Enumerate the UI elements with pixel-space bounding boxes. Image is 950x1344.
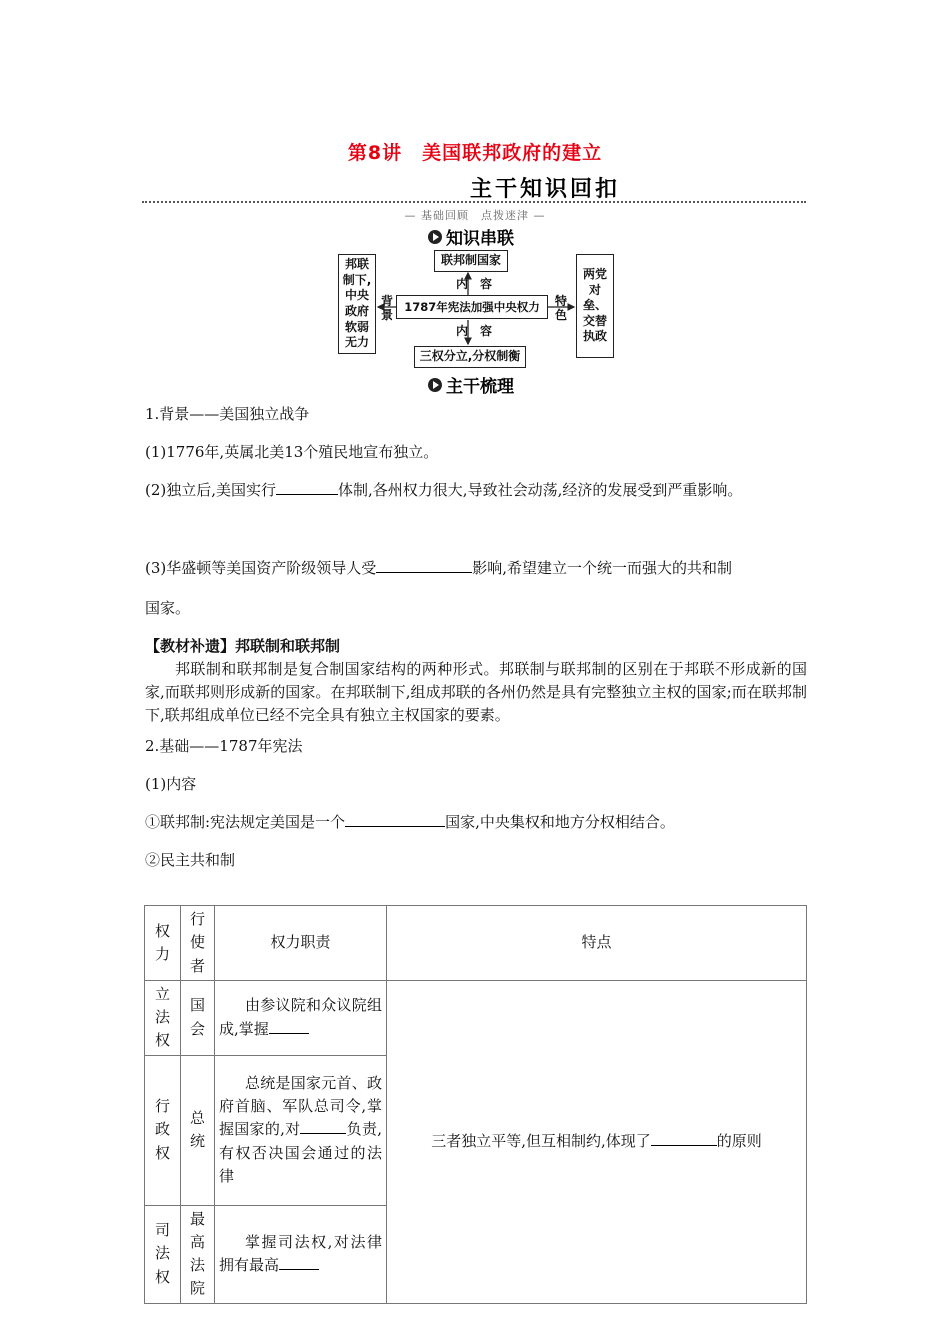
cell-duty-text-b: 负责,有权否决国会通过的法律 <box>219 1120 382 1185</box>
s2-heading: 2.基础——1787年宪法 <box>145 737 303 755</box>
cell-duty <box>215 1055 387 1205</box>
cell-power: 立法权 <box>145 980 181 1055</box>
blank-input[interactable] <box>651 1131 717 1146</box>
cell-holder: 国会 <box>181 980 215 1055</box>
box-constitution: 1787年宪法加强中央权力 <box>396 295 548 319</box>
cell-duty-text: 由参议院和众议院组成,掌握 <box>219 996 382 1038</box>
lesson-title: 第8讲 美国联邦政府的建立 <box>347 142 603 164</box>
cell-power: 行政权 <box>145 1055 181 1205</box>
box-party-politics: 两党对垒、交替执政 <box>576 254 614 358</box>
s1-p2-text-b: 体制,各州权力很大,导致社会动荡,经济的发展受到严重影响。 <box>338 481 743 499</box>
s2-p2 <box>145 810 675 834</box>
blank-input[interactable] <box>376 558 472 573</box>
label-feature: 特色 <box>554 294 567 323</box>
cell-duty-text-a: 总统是国家元首、政府首脑、军队总司令,掌握国家的,对 <box>219 1073 382 1139</box>
play-icon <box>428 230 442 244</box>
box-federal-state: 联邦制国家 <box>434 250 508 272</box>
section-head-chain-label: 知识串联 <box>446 229 514 249</box>
s1-p3-cont: 国家。 <box>145 599 191 617</box>
s2-p1: (1)内容 <box>145 775 197 793</box>
section-head-outline <box>428 372 514 397</box>
section-head-chain <box>428 224 514 249</box>
blank-input[interactable] <box>300 1119 346 1134</box>
cell-feature-text-a: 三者独立平等,但互相制约,体现了 <box>431 1132 651 1150</box>
powers-table <box>144 905 807 1304</box>
label-background: 背景 <box>380 294 393 323</box>
table-header-row <box>145 906 807 981</box>
s2-p2-text-b: 国家,中央集权和地方分权相结合。 <box>445 813 675 831</box>
s2-p2-text-a: ①联邦制:宪法规定美国是一个 <box>145 813 346 831</box>
banner-subtitle: — 基础回顾 点拨迷津 — <box>404 209 546 222</box>
label-content-up: 内 容 <box>455 277 492 291</box>
s1-heading: 1.背景——美国独立战争 <box>145 405 310 423</box>
cell-power: 司法权 <box>145 1205 181 1303</box>
cell-duty <box>215 980 387 1055</box>
banner-title: 主干知识回扣 <box>470 177 621 202</box>
header-cell: 特点 <box>387 906 807 981</box>
cell-feature <box>387 980 807 1303</box>
knowledge-diagram <box>334 248 619 370</box>
blank-input[interactable] <box>269 1019 309 1034</box>
header-cell: 权力职责 <box>215 906 387 981</box>
s1-p1: (1)1776年,英属北美13个殖民地宣布独立。 <box>145 443 439 461</box>
section-head-outline-label: 主干梳理 <box>446 377 514 397</box>
s1-p3-text-b: 影响,希望建立一个统一而强大的共和制 <box>472 559 733 577</box>
s1-p2 <box>145 478 742 502</box>
cell-holder: 最高法院 <box>181 1205 215 1303</box>
blank-input[interactable] <box>276 480 338 495</box>
s2-p3: ②民主共和制 <box>145 851 236 869</box>
header-cell: 行使者 <box>181 906 215 981</box>
supplement-body: 邦联制和联邦制是复合制国家结构的两种形式。邦联制与联邦制的区别在于邦联不形成新的国家,而联邦则形成新的国家。在邦联制下,组成邦联的各州仍然是具有完整独立主权的国家;而在联邦制下,联邦组成单位已经不完全具有独立主权国家的要素。 <box>145 660 807 724</box>
label-content-down: 内 容 <box>455 324 492 338</box>
blank-input[interactable] <box>279 1255 319 1270</box>
s1-p2-text-a: (2)独立后,美国实行 <box>145 481 277 499</box>
cell-duty <box>215 1205 387 1303</box>
s1-p3 <box>145 556 732 580</box>
dotted-divider <box>142 201 806 203</box>
header-cell: 权力 <box>145 906 181 981</box>
s1-p3-text-a: (3)华盛顿等美国资产阶级领导人受 <box>145 559 377 577</box>
supplement-heading: 【教材补遗】邦联制和联邦制 <box>145 637 341 655</box>
box-separation-of-powers: 三权分立,分权制衡 <box>414 346 526 368</box>
table-row <box>145 980 807 1055</box>
cell-feature-text-b: 的原则 <box>716 1132 762 1150</box>
play-icon <box>428 378 442 392</box>
cell-duty-text: 掌握司法权,对法律拥有最高 <box>219 1232 382 1274</box>
cell-holder: 总统 <box>181 1055 215 1205</box>
box-background: 邦联制下,中央政府软弱无力 <box>338 254 376 354</box>
blank-input[interactable] <box>345 812 445 827</box>
